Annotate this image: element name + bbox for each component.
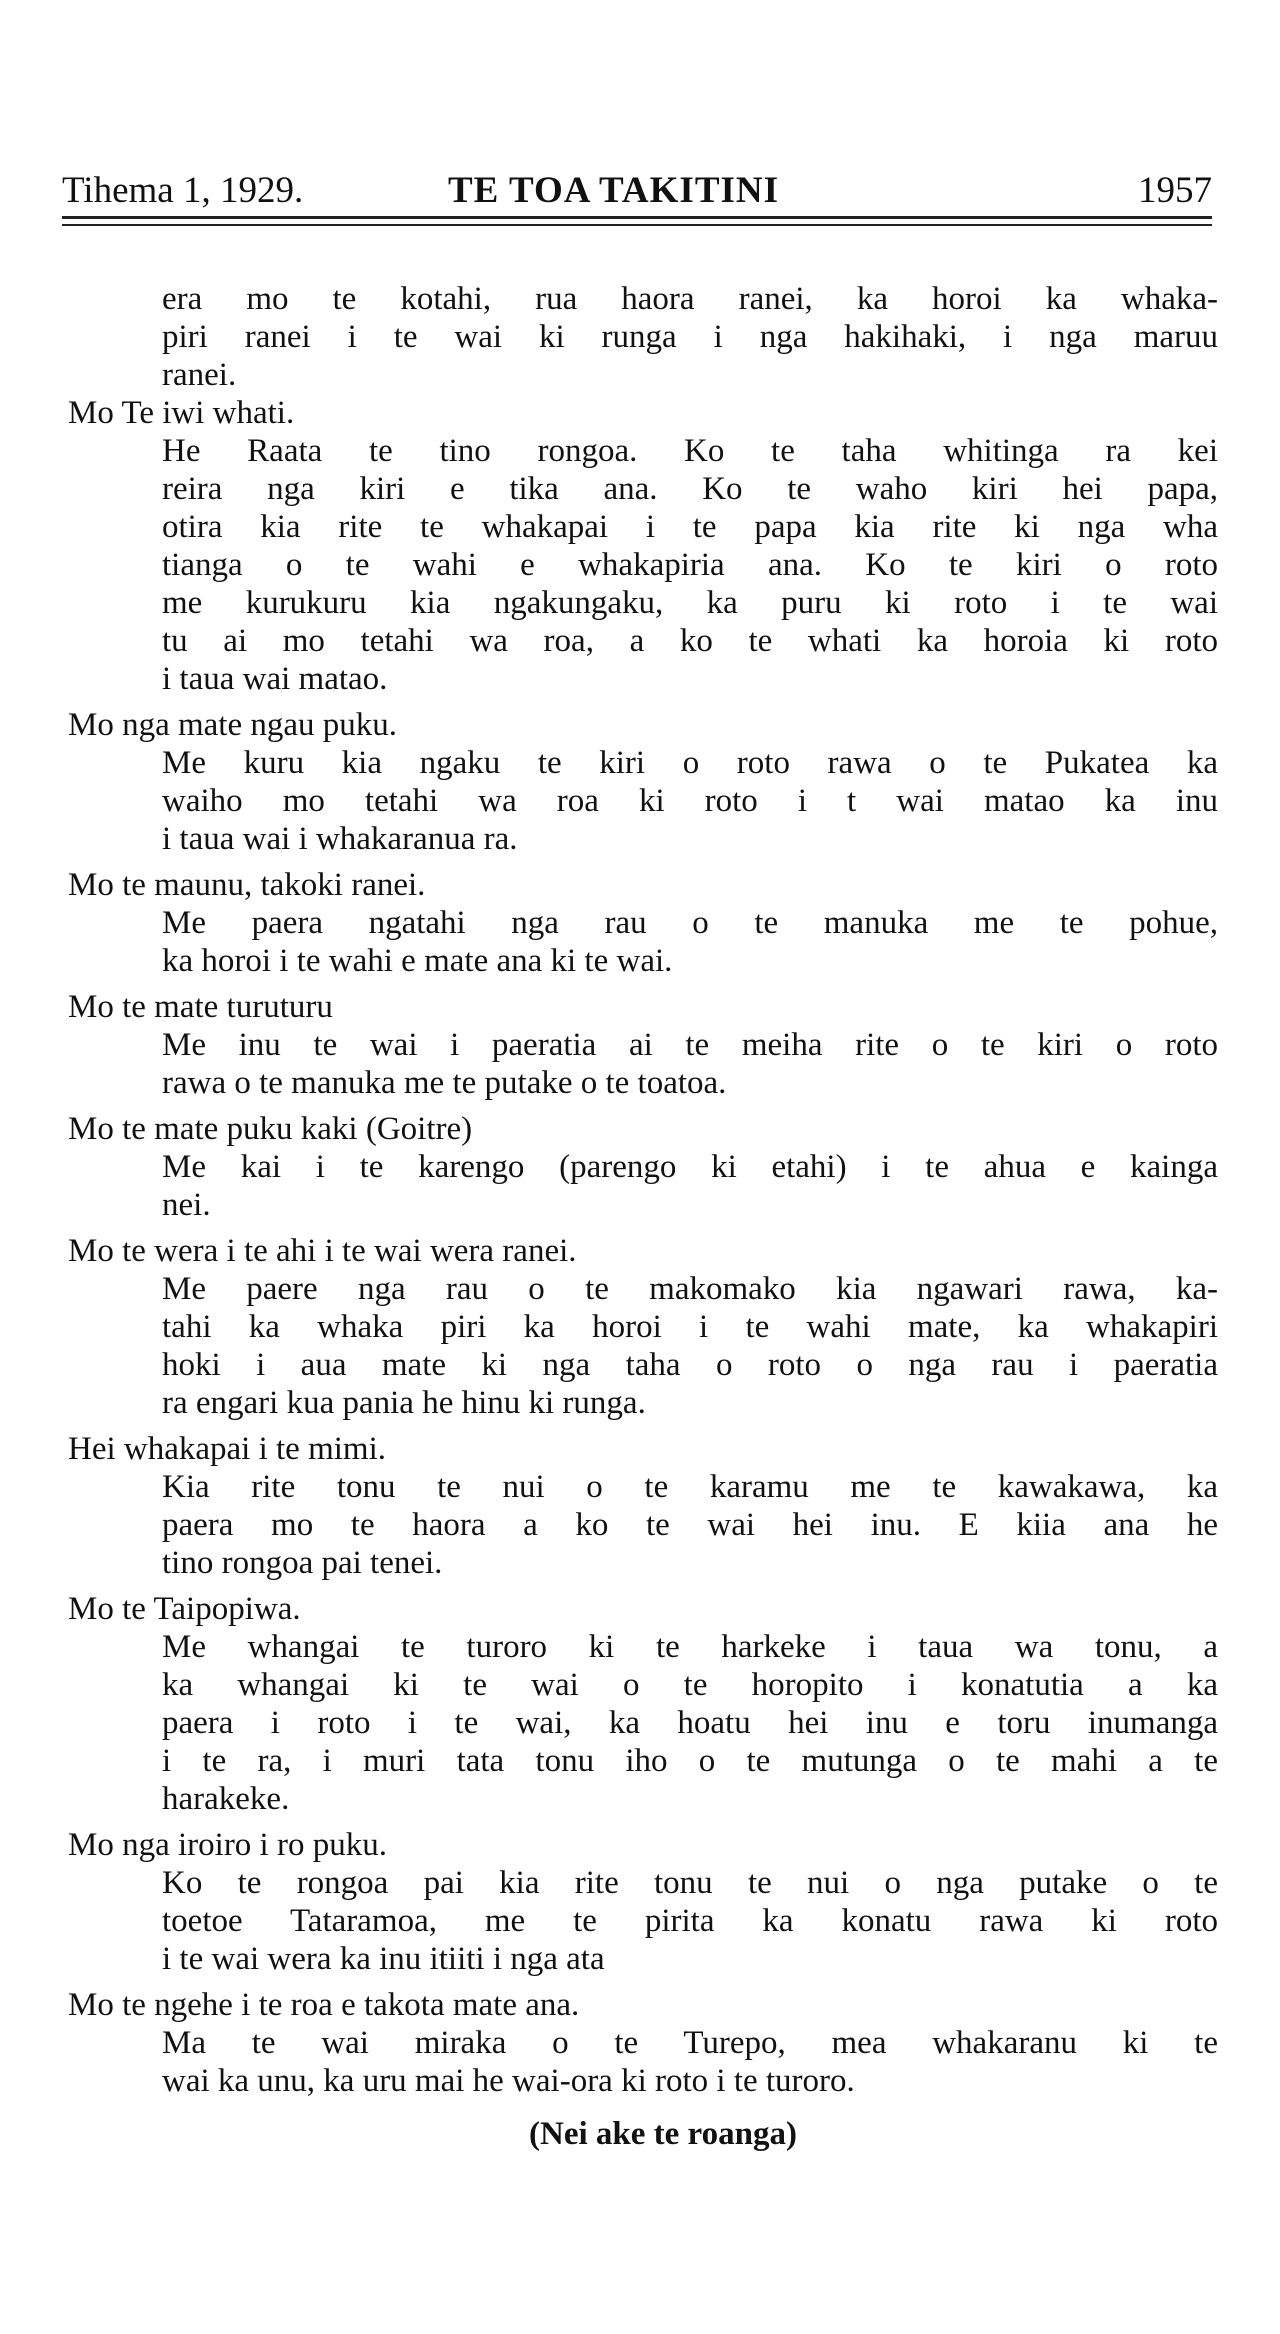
remedy-section <box>68 1986 1218 2100</box>
remedy-line: paera i roto i te wai, ka hoatu hei inu e toru inumanga <box>162 1705 1218 1741</box>
header-rule-bottom <box>62 224 1212 226</box>
remedy-line: Me kai i te karengo (parengo ki etahi) i te ahua e kainga <box>162 1149 1218 1185</box>
remedy-heading: Mo te wera i te ahi i te wai wera ranei. <box>68 1233 577 1269</box>
remedy-line: rawa o te manuka me te putake o te toatoa. <box>162 1065 727 1101</box>
remedy-line: tino rongoa pai tenei. <box>162 1545 443 1581</box>
remedy-section <box>68 394 1218 698</box>
remedy-line: Me kuru kia ngaku te kiri o roto rawa o te Pukatea ka <box>162 745 1218 781</box>
article-body <box>68 280 1218 2154</box>
remedy-line: ka horoi i te wahi e mate ana ki te wai. <box>162 943 673 979</box>
remedy-line: He Raata te tino rongoa. Ko te taha whitinga ra kei <box>162 433 1218 469</box>
remedy-line: hoki i aua mate ki nga taha o roto o nga rau i paeratia <box>162 1347 1218 1383</box>
remedy-line: me kurukuru kia ngakungaku, ka puru ki roto i te wai <box>162 585 1218 621</box>
remedy-line: tianga o te wahi e whakapiria ana. Ko te kiri o roto <box>162 547 1218 583</box>
header-rule-top <box>62 216 1212 219</box>
remedy-line: reira nga kiri e tika ana. Ko te waho kiri hei papa, <box>162 471 1218 507</box>
remedy-section <box>68 706 1218 858</box>
remedy-heading: Mo te ngehe i te roa e takota mate ana. <box>68 1987 580 2023</box>
remedy-line: tu ai mo tetahi wa roa, a ko te whati ka horoia ki roto <box>162 623 1218 659</box>
page-header <box>62 168 1212 214</box>
remedy-line: tahi ka whaka piri ka horoi i te wahi mate, ka whakapiri <box>162 1309 1218 1345</box>
remedy-line: waiho mo tetahi wa roa ki roto i t wai matao ka inu <box>162 783 1218 819</box>
remedy-line: wai ka unu, ka uru mai he wai-ora ki roto i te turoro. <box>162 2063 855 2099</box>
remedy-line: i te ra, i muri tata tonu iho o te mutunga o te mahi a te <box>162 1743 1218 1779</box>
remedy-line: nei. <box>162 1187 211 1223</box>
remedy-line: Kia rite tonu te nui o te karamu me te kawakawa, ka <box>162 1469 1218 1505</box>
remedy-line: ra engari kua pania he hinu ki runga. <box>162 1385 646 1421</box>
remedy-line: Ma te wai miraka o te Turepo, mea whakaranu ki te <box>162 2025 1218 2061</box>
remedy-section <box>68 1826 1218 1978</box>
remedy-section <box>68 1590 1218 1818</box>
intro-line: ranei. <box>162 357 237 393</box>
remedy-line: Me inu te wai i paeratia ai te meiha rite o te kiri o roto <box>162 1027 1218 1063</box>
intro-line: era mo te kotahi, rua haora ranei, ka horoi ka whaka- <box>162 281 1218 317</box>
remedy-line: i te wai wera ka inu itiiti i nga ata <box>162 1941 605 1977</box>
remedy-line: harakeke. <box>162 1781 290 1817</box>
header-page-number: 1957 <box>1138 170 1212 211</box>
remedy-line: Ko te rongoa pai kia rite tonu te nui o nga putake o te <box>162 1865 1218 1901</box>
remedy-heading: Hei whakapai i te mimi. <box>68 1431 386 1467</box>
remedy-line: i taua wai i whakaranua ra. <box>162 821 518 857</box>
remedy-line: paera mo te haora a ko te wai hei inu. E kiia ana he <box>162 1507 1218 1543</box>
remedy-heading: Mo te mate turuturu <box>68 989 333 1025</box>
intro-line: piri ranei i te wai ki runga i nga hakihaki, i nga maruu <box>162 319 1218 355</box>
remedy-heading: Mo Te iwi whati. <box>68 395 295 431</box>
remedy-heading: Mo te maunu, takoki ranei. <box>68 867 426 903</box>
remedy-line: toetoe Tataramoa, me te pirita ka konatu rawa ki roto <box>162 1903 1218 1939</box>
remedy-heading: Mo te Taipopiwa. <box>68 1591 301 1627</box>
remedy-line: otira kia rite te whakapai i te papa kia rite ki nga wha <box>162 509 1218 545</box>
remedy-section <box>68 866 1218 980</box>
remedy-heading: Mo nga iroiro i ro puku. <box>68 1827 387 1863</box>
remedy-line: ka whangai ki te wai o te horopito i konatutia a ka <box>162 1667 1218 1703</box>
remedy-heading: Mo te mate puku kaki (Goitre) <box>68 1111 473 1147</box>
remedy-section <box>68 1232 1218 1422</box>
remedy-heading: Mo nga mate ngau puku. <box>68 707 398 743</box>
continued-note: (Nei ake te roanga) <box>529 2116 797 2152</box>
remedy-section <box>68 1430 1218 1582</box>
remedy-line: i taua wai matao. <box>162 661 388 697</box>
remedy-section <box>68 1110 1218 1224</box>
remedy-line: Me paera ngatahi nga rau o te manuka me te pohue, <box>162 905 1218 941</box>
remedy-section <box>68 988 1218 1102</box>
remedy-line: Me paere nga rau o te makomako kia ngawari rawa, ka- <box>162 1271 1218 1307</box>
header-date: Tihema 1, 1929. <box>62 170 304 211</box>
remedy-sections <box>68 394 1218 2100</box>
remedy-line: Me whangai te turoro ki te harkeke i taua wa tonu, a <box>162 1629 1218 1665</box>
header-title: TE TOA TAKITINI <box>448 170 780 211</box>
intro-paragraph <box>68 280 1218 394</box>
